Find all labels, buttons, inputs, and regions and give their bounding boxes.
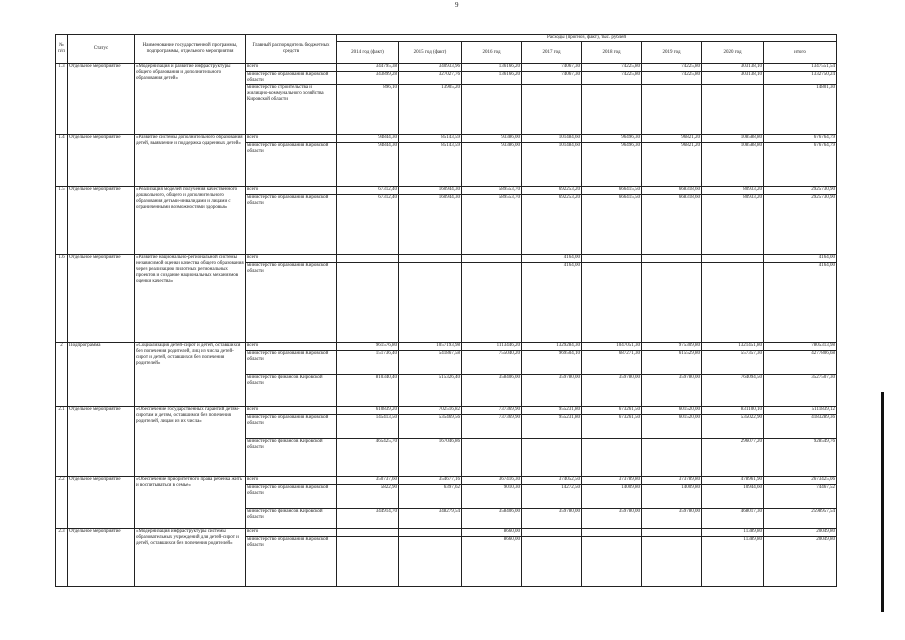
amount-cell	[642, 85, 702, 135]
amount-cell: 961576,80	[337, 343, 399, 351]
row-status: Отдельное мероприятие	[68, 187, 135, 255]
amount-cell: 344914,70	[337, 509, 399, 529]
header-year: 2015 год (факт)	[399, 42, 462, 64]
amount-cell: 80933,20	[702, 187, 764, 195]
amount-cell: 541867,58	[399, 351, 462, 375]
amount-cell	[462, 263, 522, 343]
amount-cell: 2673425,06	[764, 477, 837, 485]
amount-cell: 13905,20	[399, 85, 462, 135]
row-manager: всего	[246, 477, 337, 485]
table-row	[56, 407, 837, 415]
amount-cell: 975309,80	[642, 343, 702, 351]
amount-cell	[582, 255, 642, 263]
row-status: Отдельное мероприятие	[68, 64, 135, 135]
amount-cell	[702, 85, 764, 135]
amount-cell: 673261,50	[582, 407, 642, 415]
amount-cell: 955231,80	[522, 407, 582, 415]
amount-cell: 557357,30	[702, 351, 764, 375]
amount-cell: 831100,10	[702, 407, 764, 415]
amount-cell: 955231,80	[522, 415, 582, 439]
amount-cell: 67312,40	[337, 195, 399, 255]
row-manager: всего	[246, 187, 337, 195]
header-year: 2016 год	[462, 42, 522, 64]
amount-cell: 2925730,90	[764, 195, 837, 255]
amount-cell	[522, 537, 582, 587]
amount-cell: 359780,00	[582, 375, 642, 407]
amount-cell: 14009,80	[642, 485, 702, 509]
amount-cell: 676764,79	[764, 143, 837, 187]
amount-cell: 666415,50	[582, 195, 642, 255]
amount-cell	[462, 255, 522, 263]
amount-cell: 8660,00	[462, 529, 522, 537]
amount-cell	[522, 529, 582, 537]
amount-cell	[582, 529, 642, 537]
amount-cell: 93386,00	[462, 143, 522, 187]
amount-cell: 8660,00	[462, 537, 522, 587]
amount-cell	[522, 439, 582, 477]
amount-cell: 14009,80	[582, 485, 642, 509]
row-manager: всего	[246, 407, 337, 415]
amount-cell: 928549,76	[764, 439, 837, 477]
amount-cell: 1347551,54	[764, 64, 837, 72]
amount-cell: 610839,20	[337, 407, 399, 415]
amount-cell: 7805313,98	[764, 343, 837, 351]
amount-cell: 5111839,12	[764, 407, 837, 415]
table-row	[56, 135, 837, 143]
amount-cell	[399, 537, 462, 587]
amount-cell: 11389,80	[702, 537, 764, 587]
header-program: Наименование государственной программы, подпрограммы, отдельного мероприятия	[135, 35, 246, 64]
amount-cell: 14272,50	[522, 485, 582, 509]
amount-cell: 373789,80	[582, 477, 642, 485]
amount-cell: 896,10	[337, 85, 399, 135]
table-row	[56, 529, 837, 537]
amount-cell: 4164,00	[522, 255, 582, 263]
header-year: 2017 год	[522, 42, 582, 64]
amount-cell: 94844,30	[337, 143, 399, 187]
amount-cell: 74067,30	[522, 64, 582, 72]
row-manager: всего	[246, 135, 337, 143]
amount-cell: 1321451,80	[702, 343, 764, 351]
amount-cell: 668318,60	[642, 187, 702, 195]
amount-cell: 145413,50	[337, 415, 399, 439]
amount-cell	[462, 85, 522, 135]
amount-cell: 160944,30	[399, 195, 462, 255]
amount-cell: 74225,80	[642, 64, 702, 72]
amount-cell: 20049,80	[764, 537, 837, 587]
header-year: 2019 год	[642, 42, 702, 64]
amount-cell: 85143,59	[399, 143, 462, 187]
row-program: «Модернизация инфраструктуры системы образовательных учреждений для детей-сирот и детей, оставшихся без попечения родителей»	[135, 529, 246, 587]
amount-cell: 303138,10	[702, 64, 764, 72]
row-status: Отдельное мероприятие	[68, 477, 135, 529]
row-number: 1.5	[56, 187, 68, 255]
amount-cell	[582, 537, 642, 587]
amount-cell: 359780,00	[642, 375, 702, 407]
amount-cell: 4164,00	[764, 255, 837, 263]
row-program: «Обеспечение государственных гарантий детям-сиротам и детям, оставшимся без попечения родителей, лицам из их числа»	[135, 407, 246, 477]
amount-cell: 737369,90	[462, 415, 522, 439]
amount-cell: 702516,82	[399, 407, 462, 415]
amount-cell	[642, 439, 702, 477]
amount-cell: 3527507,30	[764, 375, 837, 407]
row-manager: всего	[246, 529, 337, 537]
amount-cell: 969504,10	[522, 351, 582, 375]
row-status: Подпрограмма	[68, 343, 135, 407]
amount-cell: 367416,30	[462, 477, 522, 485]
amount-cell	[462, 439, 522, 477]
row-status: Отдельное мероприятие	[68, 255, 135, 343]
table-row	[56, 64, 837, 72]
amount-cell: 9010,30	[462, 485, 522, 509]
header-status: Статус	[68, 35, 135, 64]
row-manager: министерство образования Кировской области	[246, 415, 337, 439]
amount-cell	[337, 255, 399, 263]
amount-cell: 1329284,30	[522, 343, 582, 351]
amount-cell: 615529,80	[642, 351, 702, 375]
row-manager: всего	[246, 343, 337, 351]
amount-cell	[337, 529, 399, 537]
amount-cell: 11389,80	[702, 529, 764, 537]
amount-cell	[642, 263, 702, 343]
amount-cell: 10944,60	[702, 485, 764, 509]
amount-cell	[399, 529, 462, 537]
amount-cell: 468017,30	[702, 509, 764, 529]
amount-cell: 1047051,30	[582, 343, 642, 351]
row-manager: министерство образования Кировской области	[246, 143, 337, 187]
amount-cell	[582, 439, 642, 477]
row-manager: всего	[246, 64, 337, 72]
row-manager: министерство финансов Кировской области	[246, 509, 337, 529]
row-number: 1.4	[56, 135, 68, 187]
row-manager: министерство финансов Кировской области	[246, 439, 337, 477]
row-status: Отдельное мероприятие	[68, 407, 135, 477]
amount-cell: 67312,40	[337, 187, 399, 195]
amount-cell: 74067,30	[522, 72, 582, 85]
amount-cell: 589553,70	[462, 195, 522, 255]
row-program: «Развитие системы дополнительного образования детей, выявление и поддержка одаренных детей»	[135, 135, 246, 187]
amount-cell: 344795,38	[337, 64, 399, 72]
amount-cell: 359780,00	[522, 509, 582, 529]
header-year: итого	[764, 42, 837, 64]
amount-cell: 359780,00	[582, 509, 642, 529]
amount-cell	[522, 85, 582, 135]
amount-cell: 359780,00	[642, 509, 702, 529]
row-status: Отдельное мероприятие	[68, 529, 135, 587]
amount-cell: 687271,30	[582, 351, 642, 375]
amount-cell	[642, 529, 702, 537]
amount-cell: 692253,20	[522, 195, 582, 255]
row-program: «Развитие национально-региональной системы независимой оценки качества общего образования через реализацию пилотных региональных проектов и создание национальных механизмов оценки качества»	[135, 255, 246, 343]
amount-cell: 359780,00	[522, 375, 582, 407]
table-row	[56, 187, 837, 195]
row-number: 2.1	[56, 407, 68, 477]
amount-cell	[702, 255, 764, 263]
amount-cell: 96821,20	[642, 135, 702, 143]
header-manager: Главный распорядитель бюджетных средств	[246, 35, 337, 64]
amount-cell: 810340,40	[337, 375, 399, 407]
amount-cell: 692253,20	[522, 187, 582, 195]
row-number: 2.3	[56, 529, 68, 587]
amount-cell: 343899,28	[337, 72, 399, 85]
amount-cell	[582, 263, 642, 343]
amount-cell: 4277806,68	[764, 351, 837, 375]
header-year: 2014 год (факт)	[337, 42, 399, 64]
amount-cell: 96496,30	[582, 135, 642, 143]
row-status: Отдельное мероприятие	[68, 135, 135, 187]
amount-cell: 74225,80	[582, 72, 642, 85]
amount-cell: 93386,00	[462, 135, 522, 143]
amount-cell	[702, 263, 764, 343]
amount-cell: 151736,40	[337, 351, 399, 375]
row-number: 1.3	[56, 64, 68, 135]
amount-cell	[582, 85, 642, 135]
amount-cell: 101484,60	[522, 143, 582, 187]
amount-cell: 676764,79	[764, 135, 837, 143]
amount-cell: 80933,20	[702, 195, 764, 255]
header-no: № п/п	[56, 35, 68, 64]
amount-cell: 535022,90	[702, 415, 764, 439]
row-manager: министерство образования Кировской области	[246, 351, 337, 375]
amount-cell: 354677,16	[399, 477, 462, 485]
amount-cell: 601520,00	[642, 407, 702, 415]
row-program: «Обеспечение приоритетного права ребенка жить и воспитываться в семье»	[135, 477, 246, 529]
amount-cell: 160944,30	[399, 187, 462, 195]
amount-cell: 74225,80	[642, 72, 702, 85]
row-manager: министерство образования Кировской области	[246, 485, 337, 509]
amount-cell: 96821,20	[642, 143, 702, 187]
amount-cell: 668318,60	[642, 195, 702, 255]
amount-cell: 74467,52	[764, 485, 837, 509]
amount-cell: 589553,70	[462, 187, 522, 195]
amount-cell: 101484,60	[522, 135, 582, 143]
amount-cell: 373789,80	[642, 477, 702, 485]
amount-cell: 96496,30	[582, 143, 642, 187]
row-manager: министерство образования Кировской области	[246, 537, 337, 587]
amount-cell: 303138,10	[702, 72, 764, 85]
row-program: «Модернизация и развитие инфраструктуры общего образования и дополнительного образования детей»	[135, 64, 246, 135]
amount-cell: 94844,30	[337, 135, 399, 143]
amount-cell	[337, 537, 399, 587]
row-number: 2.2	[56, 477, 68, 529]
amount-cell: 535469,56	[399, 415, 462, 439]
table-row	[56, 477, 837, 485]
row-number: 2	[56, 343, 68, 407]
amount-cell	[337, 263, 399, 343]
amount-cell: 465425,70	[337, 439, 399, 477]
amount-cell: 764094,50	[702, 375, 764, 407]
table-row	[56, 343, 837, 351]
amount-cell: 4164,00	[522, 263, 582, 343]
amount-cell: 136166,20	[462, 72, 522, 85]
amount-cell	[399, 263, 462, 343]
amount-cell: 515326,40	[399, 375, 462, 407]
amount-cell: 673261,50	[582, 415, 642, 439]
amount-cell: 14801,30	[764, 85, 837, 135]
amount-cell: 2925730,90	[764, 187, 837, 195]
amount-cell: 755040,20	[462, 351, 522, 375]
amount-cell: 136166,20	[462, 64, 522, 72]
row-program: «Социализация детей-сирот и детей, оставшихся без попечения родителей, лиц из числа детей-сирот и детей, оставшихся без попечения родителей»	[135, 343, 246, 407]
amount-cell: 340933,96	[399, 64, 462, 72]
header-year: 2018 год	[582, 42, 642, 64]
amount-cell: 2598957,54	[764, 509, 837, 529]
amount-cell	[642, 537, 702, 587]
row-manager: министерство образования Кировской области	[246, 72, 337, 85]
row-manager: министерство образования Кировской области	[246, 195, 337, 255]
row-manager: министерство финансов Кировской области	[246, 375, 337, 407]
amount-cell: 74225,80	[582, 64, 642, 72]
amount-cell: 737369,90	[462, 407, 522, 415]
amount-cell: 666415,50	[582, 187, 642, 195]
row-manager: министерство строительства и жилищно-коммунального хозяйства Кировской области	[246, 85, 337, 135]
amount-cell: 1057193,98	[399, 343, 462, 351]
row-manager: министерство образования Кировской области	[246, 263, 337, 343]
row-program: «Реализация моделей получения качественного дошкольного, общего и дополнительного образования детьми-инвалидами и лицами с ограниченными возможностями здоровья»	[135, 187, 246, 255]
amount-cell: 4183289,36	[764, 415, 837, 439]
page-edge-bar	[881, 392, 884, 612]
amount-cell: 327027,76	[399, 72, 462, 85]
table-row	[56, 255, 837, 263]
amount-cell	[642, 255, 702, 263]
amount-cell: 348279,54	[399, 509, 462, 529]
amount-cell: 108588,80	[702, 135, 764, 143]
row-manager: всего	[246, 255, 337, 263]
header-expenses: Расходы (прогноз, факт), тыс. рублей	[337, 35, 837, 42]
amount-cell: 167046,86	[399, 439, 462, 477]
amount-cell: 20049,80	[764, 529, 837, 537]
amount-cell	[399, 255, 462, 263]
amount-cell: 358406,00	[462, 375, 522, 407]
amount-cell: 6397,62	[399, 485, 462, 509]
amount-cell: 478961,90	[702, 477, 764, 485]
header-year: 2020 год	[702, 42, 764, 64]
amount-cell: 5822,90	[337, 485, 399, 509]
row-number: 1.6	[56, 255, 68, 343]
amount-cell: 85143,59	[399, 135, 462, 143]
amount-cell: 4164,00	[764, 263, 837, 343]
amount-cell: 350737,60	[337, 477, 399, 485]
amount-cell: 374052,50	[522, 477, 582, 485]
expenses-table	[55, 34, 837, 587]
amount-cell: 601520,00	[642, 415, 702, 439]
amount-cell: 1113446,20	[462, 343, 522, 351]
page-number: 9	[455, 1, 459, 9]
amount-cell: 1332750,24	[764, 72, 837, 85]
amount-cell: 108588,80	[702, 143, 764, 187]
amount-cell: 358406,00	[462, 509, 522, 529]
amount-cell: 296077,20	[702, 439, 764, 477]
